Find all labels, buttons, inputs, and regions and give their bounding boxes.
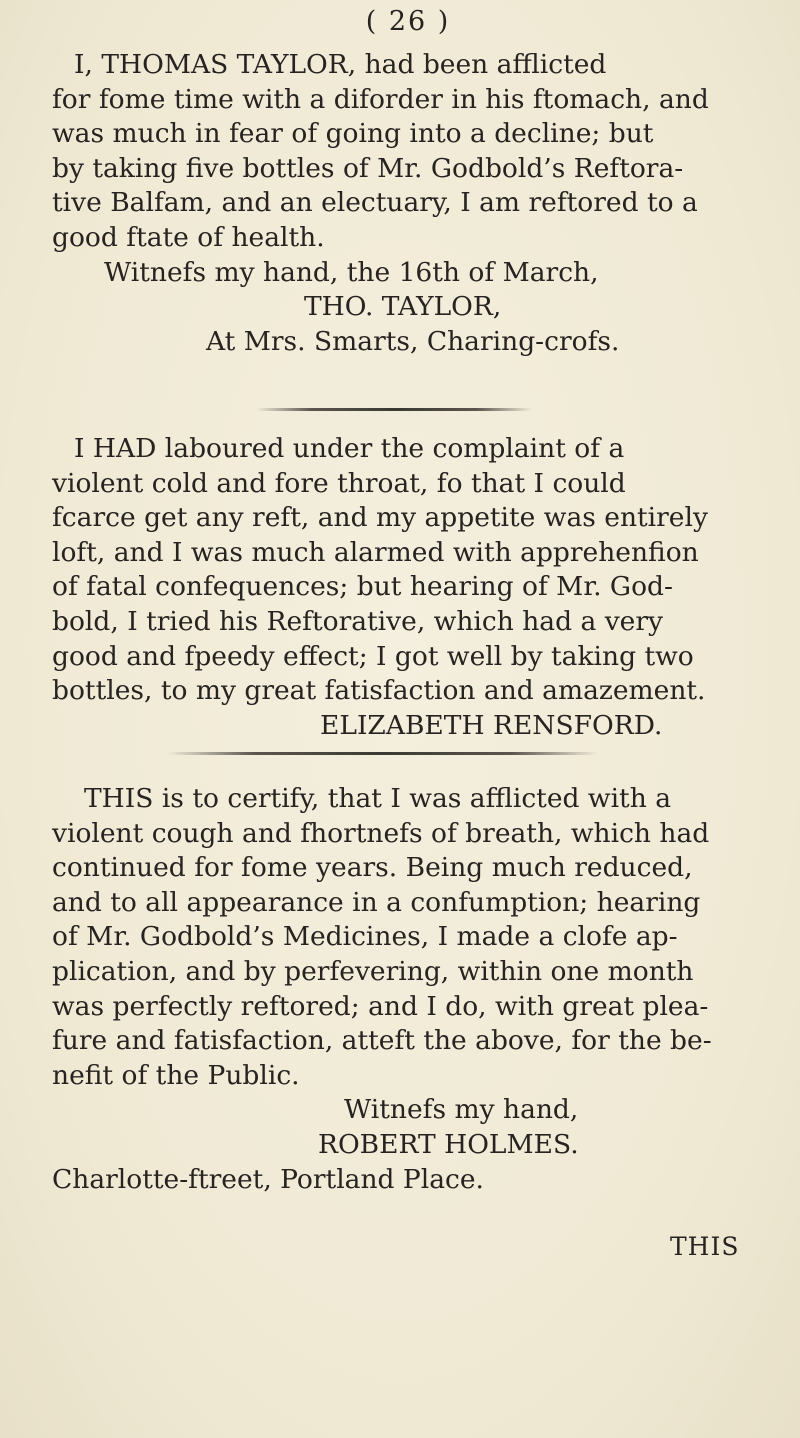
testimonial-body	[52, 782, 764, 1197]
text-line: loft, and I was much alarmed with apprehenfion	[52, 536, 699, 568]
testimonial-body	[52, 432, 764, 743]
text-line: of fatal confequences; but hearing of Mr. God-	[52, 571, 673, 603]
signature: ELIZABETH RENSFORD.	[320, 709, 663, 741]
testimonial-holmes	[52, 782, 764, 1197]
text-line: good and fpeedy effect; I got well by taking two	[52, 640, 694, 672]
text-line: tive Balfam, and an electuary, I am reftored to a	[52, 187, 698, 219]
address: Charlotte-ftreet, Portland Place.	[52, 1163, 484, 1195]
text-line: was perfectly reftored; and I do, with great plea-	[52, 990, 709, 1022]
text-line: I HAD laboured under the complaint of a	[74, 433, 625, 464]
witness-line: Witnefs my hand,	[344, 1094, 579, 1126]
text-line: and to all appearance in a confumption; hearing	[52, 886, 701, 918]
witness-line: Witnefs my hand, the 16th of March,	[104, 256, 599, 288]
address: At Mrs. Smarts, Charing-crofs.	[206, 325, 620, 357]
testimonial-taylor	[52, 48, 764, 359]
text-line: plication, and by perfevering, within one month	[52, 955, 694, 987]
text-line: bottles, to my great fatisfaction and amazement.	[52, 675, 706, 707]
text-line: of Mr. Godbold’s Medicines, I made a clofe ap-	[52, 921, 678, 953]
testimonial-body	[52, 48, 764, 359]
signature: ROBERT HOLMES.	[318, 1128, 579, 1160]
text-line: for fome time with a diforder in his ftomach, and	[52, 83, 709, 115]
text-line: violent cold and fore throat, fo that I could	[52, 467, 626, 499]
text-line: bold, I tried his Reftorative, which had a very	[52, 605, 663, 637]
page-number: ( 26 )	[365, 6, 451, 37]
text-line: good ftate of health.	[52, 221, 325, 253]
text-line: fcarce get any reft, and my appetite was entirely	[52, 502, 708, 534]
text-line: THIS is to certify, that I was afflicted with a	[84, 783, 671, 814]
testimonial-rensford	[52, 432, 764, 743]
text-line: was much in fear of going into a decline; but	[52, 118, 654, 150]
text-line: violent cough and fhortnefs of breath, which had	[52, 817, 710, 849]
catchword: THIS	[670, 1232, 740, 1261]
text-line: I, THOMAS TAYLOR, had been afflicted	[74, 49, 607, 80]
signature: THO. TAYLOR,	[304, 291, 502, 323]
text-line: by taking five bottles of Mr. Godbold’s Reftora-	[52, 152, 684, 184]
section-divider	[168, 752, 598, 755]
text-line: nefit of the Public.	[52, 1059, 300, 1091]
text-line: fure and fatisfaction, atteft the above, for the be-	[52, 1025, 712, 1057]
section-divider	[256, 408, 532, 411]
text-line: continued for fome years. Being much reduced,	[52, 852, 693, 884]
